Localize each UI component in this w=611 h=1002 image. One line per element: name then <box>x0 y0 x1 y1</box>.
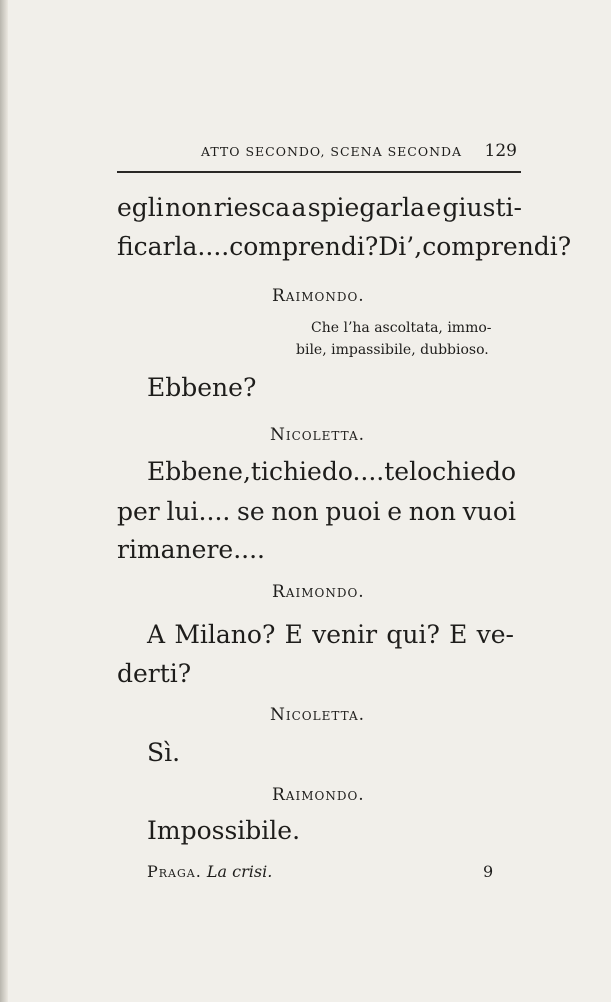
speaker-name: Nicoletta. <box>270 425 366 445</box>
text-line-2: ficarla.... comprendi? Di’, comprendi? <box>117 232 572 261</box>
signature-line <box>147 862 272 881</box>
page-binding-edge <box>0 0 8 1002</box>
speech-line: Ebbene, ti chiedo.... te lo chiedo <box>147 457 517 486</box>
speaker-name: Nicoletta. <box>270 705 366 725</box>
text-line-1: egli non riesca a spiegarla e giusti- <box>117 193 522 222</box>
running-head: ATTO SECONDO, SCENA SECONDA <box>201 144 463 159</box>
speech-line: Impossibile. <box>147 816 301 845</box>
signature-number: 9 <box>483 862 494 881</box>
speech-line: A Milano? E venir qui? E ve- <box>147 620 514 649</box>
signature-title: La crisi. <box>206 862 273 881</box>
stage-direction: Che l’ha ascoltata, immo- <box>311 320 492 336</box>
header-rule <box>117 171 521 173</box>
speech-line: Sì. <box>147 738 181 767</box>
page-header <box>117 141 517 163</box>
speech-line: per lui.... se non puoi e non vuoi <box>117 497 516 526</box>
speaker-name: Raimondo. <box>272 785 365 805</box>
speech-line: rimanere.... <box>117 535 265 564</box>
stage-direction: bile, impassibile, dubbioso. <box>296 342 489 358</box>
page-number: 129 <box>484 141 517 161</box>
speaker-name: Raimondo. <box>272 286 365 306</box>
signature-author: Praga. <box>147 862 202 881</box>
speech-line: derti? <box>117 659 192 688</box>
speaker-name: Raimondo. <box>272 582 365 602</box>
speech-line: Ebbene? <box>147 373 257 402</box>
